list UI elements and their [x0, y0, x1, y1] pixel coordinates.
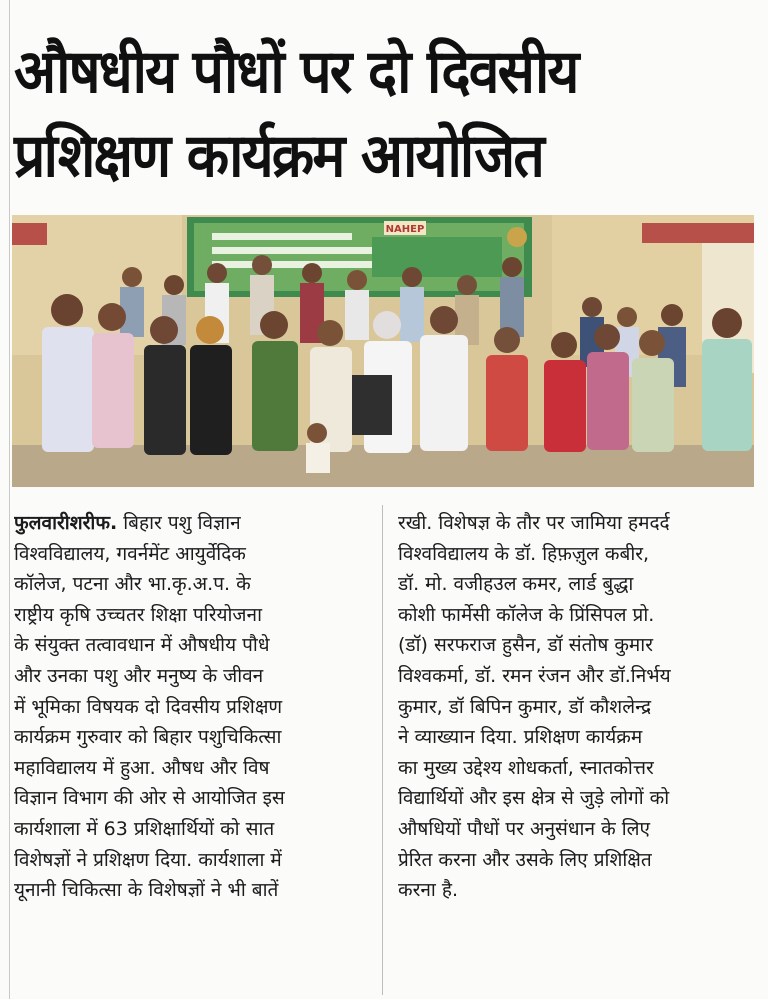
paragraph-line: विशेषज्ञों ने प्रशिक्षण दिया. कार्यशाला में — [14, 848, 282, 871]
paragraph-line: महाविद्यालय में हुआ. औषध और विष — [14, 756, 270, 779]
paragraph-line: डॉ. मो. वजीहउल कमर, लार्ड बुद्धा — [398, 573, 634, 596]
column-divider — [382, 505, 383, 995]
paragraph-line: कुमार, डॉ बिपिन कुमार, डॉ कौशलेन्द्र — [398, 695, 652, 718]
article-body-left-column — [14, 508, 366, 906]
paragraph-line: कोशी फार्मेसी कॉलेज के प्रिंसिपल प्रो. — [398, 603, 655, 626]
paragraph-line: विद्यार्थियों और इस क्षेत्र से जुड़े लोगों को — [398, 787, 670, 810]
dateline: फुलवारीशरीफ. — [14, 512, 118, 534]
paragraph-line: कार्यक्रम गुरुवार को बिहार पशुचिकित्सा — [14, 726, 282, 749]
article-body-right-column — [398, 508, 758, 906]
headline: औषधीय पौधों पर दो दिवसीय प्रशिक्षण कार्यक्रम आयोजित — [14, 37, 578, 191]
paragraph-line: विश्वकर्मा, डॉ. रमन रंजन और डॉ.निर्भय — [398, 664, 671, 687]
paragraph-line: कॉलेज, पटना और भा.कृ.अ.प. के — [14, 573, 251, 596]
paragraph-line: (डॉ) सरफराज हुसैन, डॉ संतोष कुमार — [398, 634, 653, 657]
paragraph-line: के संयुक्त तत्वावधान में औषधीय पौधे — [14, 634, 270, 657]
banner-label: NAHEP — [385, 224, 425, 235]
paragraph-line: विश्वविद्यालय, गवर्नमेंट आयुर्वेदिक — [14, 542, 246, 565]
paragraph-line: का मुख्य उद्देश्य शोधकर्ता, स्नातकोत्तर — [398, 756, 654, 779]
paragraph-line: विज्ञान विभाग की ओर से आयोजित इस — [14, 787, 285, 810]
paragraph-line: करना है. — [398, 879, 458, 902]
paragraph-line: राष्ट्रीय कृषि उच्चतर शिक्षा परियोजना — [14, 603, 262, 626]
page-edge-rule — [9, 0, 10, 999]
paragraph-line: बिहार पशु विज्ञान — [123, 512, 241, 534]
paragraph-line: ने व्याख्यान दिया. प्रशिक्षण कार्यक्रम — [398, 726, 643, 749]
paragraph-line: रखी. विशेषज्ञ के तौर पर जामिया हमदर्द — [398, 512, 670, 534]
paragraph-line: में भूमिका विषयक दो दिवसीय प्रशिक्षण — [14, 695, 283, 718]
paragraph-line: कार्यशाला में 63 प्रशिक्षार्थियों को सात — [14, 817, 275, 840]
paragraph-line: विश्वविद्यालय के डॉ. हिफ़ज़ुल कबीर, — [398, 542, 650, 565]
group-photo — [12, 215, 754, 487]
group-photo-illustration — [12, 215, 754, 487]
paragraph-line: यूनानी चिकित्सा के विशेषज्ञों ने भी बातें — [14, 879, 279, 902]
paragraph-line: औषधियों पौधों पर अनुसंधान के लिए — [398, 817, 651, 840]
paragraph-line: और उनका पशु और मनुष्य के जीवन — [14, 664, 264, 687]
paragraph-line: प्रेरित करना और उसके लिए प्रशिक्षित — [398, 848, 652, 871]
